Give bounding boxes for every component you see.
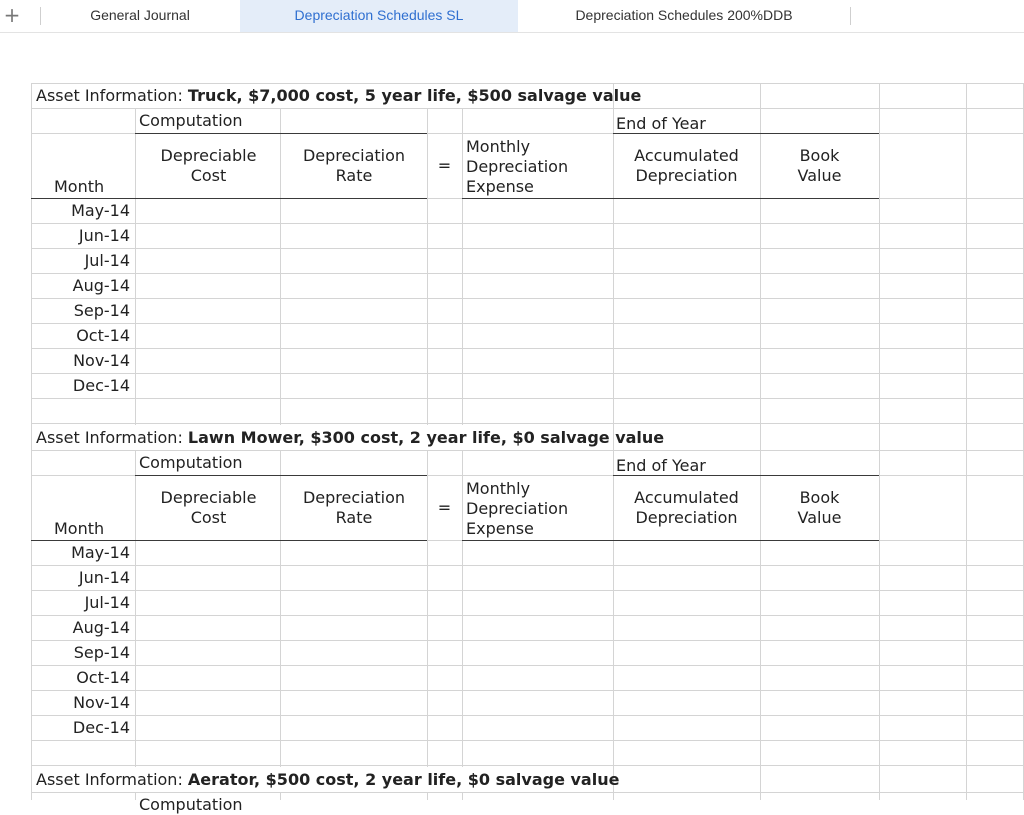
grid-line (966, 83, 967, 800)
accumulated-depreciation-header: Accumulated Depreciation (634, 146, 739, 185)
asset-info-aerator: Asset Information: Aerator, $500 cost, 2 year life, $0 salvage value (36, 770, 620, 789)
grid-line (31, 640, 1024, 641)
grid-line (462, 108, 463, 425)
grid-line (31, 690, 1024, 691)
tab-general-journal[interactable]: General Journal (90, 7, 190, 23)
depreciation-rate-header: Depreciation Rate (302, 146, 406, 185)
grid-line (760, 83, 761, 800)
asset-info-truck: Asset Information: Truck, $7,000 cost, 5 year life, $500 salvage value (36, 86, 642, 105)
month-cell: May-14 (71, 543, 130, 562)
grid-line (31, 540, 135, 541)
grid-line (135, 133, 427, 134)
depreciable-cost-header: Depreciable Cost (160, 488, 257, 527)
monthly-depreciation-expense-header: Monthly Depreciation Expense (466, 137, 569, 196)
grid-line (613, 198, 879, 199)
grid-line (31, 792, 1024, 793)
grid-line (462, 540, 613, 541)
grid-line (31, 83, 1024, 84)
grid-line (135, 792, 136, 800)
grid-line (135, 198, 427, 199)
grid-line (462, 198, 613, 199)
grid-line (31, 248, 1024, 249)
tab-depreciation-schedules-sl[interactable]: Depreciation Schedules SL (240, 0, 518, 32)
book-value-header: Book Value (797, 488, 842, 527)
end-of-year-label: End of Year (616, 456, 706, 475)
month-cell: Jun-14 (78, 568, 130, 587)
month-cell: Oct-14 (76, 668, 130, 687)
month-cell: Oct-14 (76, 326, 130, 345)
grid-line (427, 792, 428, 800)
month-cell: Nov-14 (73, 693, 130, 712)
tab-depreciation-schedules-200ddb[interactable]: Depreciation Schedules 200%DDB (575, 7, 793, 23)
month-cell: Dec-14 (72, 376, 130, 395)
grid-line (31, 198, 135, 199)
grid-line (31, 590, 1024, 591)
grid-line (31, 715, 1024, 716)
end-of-year-label: End of Year (616, 114, 706, 133)
month-cell: Jul-14 (84, 251, 130, 270)
computation-label: Computation (139, 111, 243, 130)
month-cell: Jul-14 (84, 593, 130, 612)
grid-line (31, 423, 1024, 424)
grid-line (31, 565, 1024, 566)
grid-line (280, 792, 281, 800)
accumulated-depreciation-header: Accumulated Depreciation (634, 488, 739, 527)
grid-line (879, 83, 880, 800)
computation-label: Computation (139, 453, 243, 472)
grid-line (31, 740, 1024, 741)
depreciation-rate-header: Depreciation Rate (302, 488, 406, 527)
equals-sign: = (437, 156, 452, 175)
monthly-depreciation-expense-header: Monthly Depreciation Expense (466, 479, 569, 538)
add-sheet-icon[interactable]: + (3, 3, 21, 27)
equals-sign: = (437, 498, 452, 517)
grid-line (31, 223, 1024, 224)
month-cell: Aug-14 (72, 618, 130, 637)
grid-line (31, 615, 1024, 616)
month-header: Month (54, 177, 105, 196)
month-cell: Sep-14 (73, 301, 130, 320)
computation-label: Computation (139, 795, 243, 814)
grid-line (135, 540, 427, 541)
grid-line (462, 792, 463, 800)
grid-line (31, 373, 1024, 374)
month-cell: Dec-14 (72, 718, 130, 737)
grid-line (31, 398, 1024, 399)
month-header: Month (54, 519, 105, 538)
grid-line (31, 348, 1024, 349)
grid-line (462, 450, 463, 767)
grid-line (31, 450, 1024, 451)
grid-line (31, 273, 1024, 274)
depreciable-cost-header: Depreciable Cost (160, 146, 257, 185)
month-cell: Jun-14 (78, 226, 130, 245)
book-value-header: Book Value (797, 146, 842, 185)
month-cell: May-14 (71, 201, 130, 220)
grid-line (613, 540, 879, 541)
grid-line (135, 475, 427, 476)
grid-line (31, 665, 1024, 666)
month-cell: Sep-14 (73, 643, 130, 662)
month-cell: Aug-14 (72, 276, 130, 295)
grid-line (31, 765, 1024, 766)
grid-line (31, 298, 1024, 299)
month-cell: Nov-14 (73, 351, 130, 370)
grid-line (31, 108, 1024, 109)
grid-line (31, 323, 1024, 324)
asset-info-lawn-mower: Asset Information: Lawn Mower, $300 cost, 2 year life, $0 salvage value (36, 428, 665, 447)
